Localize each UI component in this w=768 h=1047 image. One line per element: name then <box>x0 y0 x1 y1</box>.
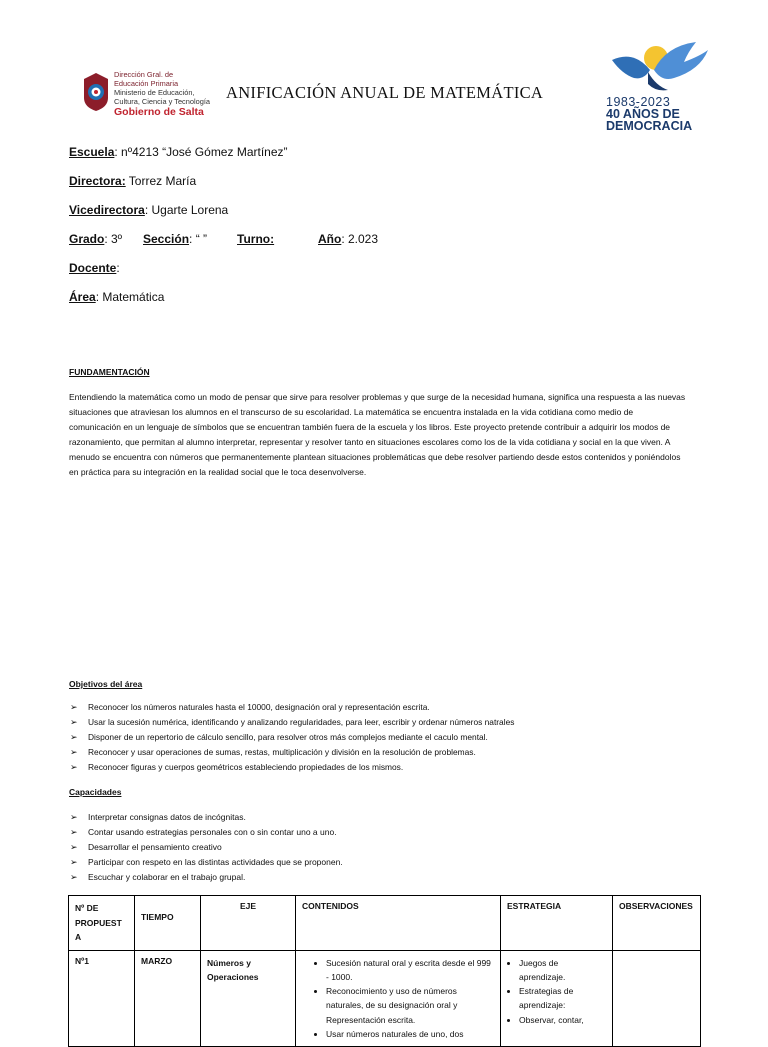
capacidades-list <box>69 810 343 885</box>
list-item: • Observar, contar, <box>519 1013 606 1027</box>
grado-line <box>69 232 122 246</box>
list-item: • Estrategias de aprendizaje: <box>519 984 606 1013</box>
anniversary-text <box>606 108 692 132</box>
list-item: ➢ Contar usando estrategias personales con o sin contar uno a uno. <box>69 825 343 840</box>
grado-value: : 3º <box>104 232 123 246</box>
fundamentacion-text: Entendiendo la matemática como un modo de pensar que sirve para resolver problemas y que surge de la necesidad humana, significa una respuesta a las nuevas situaciones que atraviesan los alumnos en el transcurso de su escolaridad. La matemática se encuentra instalada en la vida cotidiana como medio de comunicación en un lenguaje de símbolos que se encuentran también fuera de la escuela y los libros. Este proyecto pretende contribuir a adquirir los modos de razonamiento, que permitan al alumno interpretar, representar y resolver tanto en situaciones escolares como los de la vida cotidiana y social en la que viven. A menudo se encuentra con números que permanentemente plantean situaciones problemáticas que debe resolver partiendo desde estos contenidos y poniéndolos en práctica para su integración en la realidad social que le toca desenvolverse. <box>69 392 686 478</box>
directora-label: Directora: <box>69 174 126 188</box>
list-item: • Usar números naturales de uno, dos <box>326 1027 494 1041</box>
vicedirectora-line <box>69 203 228 217</box>
grado-label: Grado <box>69 232 105 246</box>
cell-observaciones <box>613 950 701 1047</box>
anio-label: Año <box>318 232 342 246</box>
directora-value: Torrez María <box>125 174 197 188</box>
table-row <box>69 950 701 1047</box>
page-title: ANIFICACIÓN ANUAL DE MATEMÁTICA <box>226 83 544 102</box>
cell-contenidos <box>296 950 501 1047</box>
area-value: : Matemática <box>95 290 165 304</box>
estrategia-list <box>503 956 606 1027</box>
list-item: ➢ Reconocer los números naturales hasta el 10000, designación oral y representación escrita. <box>69 700 514 715</box>
list-item: ➢ Usar la sucesión numérica, identificando y analizando regularidades, para leer, escribir y ordenar números natrales <box>69 715 514 730</box>
area-line <box>69 290 164 304</box>
cell-eje: Números y Operaciones <box>201 950 296 1047</box>
dove-icon <box>604 40 716 96</box>
list-item: • Juegos de aprendizaje. <box>519 956 606 985</box>
anio-field <box>318 232 378 246</box>
planning-table <box>68 895 701 1047</box>
area-label: Área <box>69 290 96 304</box>
objetivos-list <box>69 700 514 775</box>
seccion-value: : “ ” <box>189 232 208 246</box>
escuela-line <box>69 145 288 159</box>
list-item: ➢ Participar con respeto en las distintas actividades que se proponen. <box>69 855 343 870</box>
header-contenidos: CONTENIDOS <box>296 896 501 951</box>
escuela-value: : nº4213 “José Gómez Martínez” <box>114 145 288 159</box>
docente-line <box>69 261 120 275</box>
objetivos-heading: Objetivos del área <box>69 679 143 689</box>
democracy-logo <box>604 40 716 132</box>
fundamentacion-heading: FUNDAMENTACIÓN <box>69 367 150 377</box>
turno-label: Turno: <box>237 232 275 246</box>
vicedirectora-value: : Ugarte Lorena <box>144 203 229 217</box>
logo-gov-name: Gobierno de Salta <box>114 106 204 118</box>
logo-line: Dirección Gral. de <box>114 70 174 79</box>
anniversary-line: 40 AÑOS DE <box>606 107 680 121</box>
list-item: ➢ Interpretar consignas datos de incógnitas. <box>69 810 343 825</box>
logo-line: Cultura, Ciencia y Tecnología <box>114 97 210 106</box>
logo-line: Educación Primaria <box>114 79 179 88</box>
cell-tiempo: MARZO <box>135 950 201 1047</box>
cell-estrategia <box>501 950 613 1047</box>
header-eje: EJE <box>201 896 296 951</box>
list-item: ➢ Desarrollar el pensamiento creativo <box>69 840 343 855</box>
capacidades-heading: Capacidades <box>69 787 122 797</box>
anniversary-line: DEMOCRACIA <box>606 119 693 133</box>
ministry-logo <box>82 70 212 120</box>
logo-line: Ministerio de Educación, <box>114 88 195 97</box>
list-item: • Sucesión natural oral y escrita desde el 999 - 1000. <box>326 956 494 985</box>
seccion-label: Sección <box>143 232 190 246</box>
docente-label: Docente <box>69 261 117 275</box>
vicedirectora-label: Vicedirectora <box>69 203 145 217</box>
list-item: • Reconocimiento y uso de números naturales, de su designación oral y Representación escrita. <box>326 984 494 1027</box>
contenidos-list <box>310 956 494 1042</box>
list-item: ➢ Reconocer figuras y cuerpos geométricos estableciendo propiedades de los mismos. <box>69 760 514 775</box>
salta-seal-icon <box>82 72 110 112</box>
directora-line <box>69 174 196 188</box>
years-text: 1983-2023 <box>606 95 671 109</box>
turno-field <box>237 232 274 246</box>
header-observaciones: OBSERVACIONES <box>613 896 701 951</box>
header-propuesta: Nº DE PROPUEST A <box>69 896 135 951</box>
header-estrategia: ESTRATEGIA <box>501 896 613 951</box>
anio-value: : 2.023 <box>341 232 379 246</box>
cell-propuesta: Nº1 <box>69 950 135 1047</box>
list-item: ➢ Escuchar y colaborar en el trabajo grupal. <box>69 870 343 885</box>
list-item: ➢ Reconocer y usar operaciones de sumas, restas, multiplicación y división en la resolución de problemas. <box>69 745 514 760</box>
table-header-row <box>69 896 701 951</box>
seccion-field <box>143 232 207 246</box>
escuela-label: Escuela <box>69 145 115 159</box>
docente-value: : <box>116 261 120 275</box>
list-item: ➢ Disponer de un repertorio de cálculo sencillo, para resolver otros más complejos mediante el caculo mental. <box>69 730 514 745</box>
header-tiempo: TIEMPO <box>135 896 201 951</box>
